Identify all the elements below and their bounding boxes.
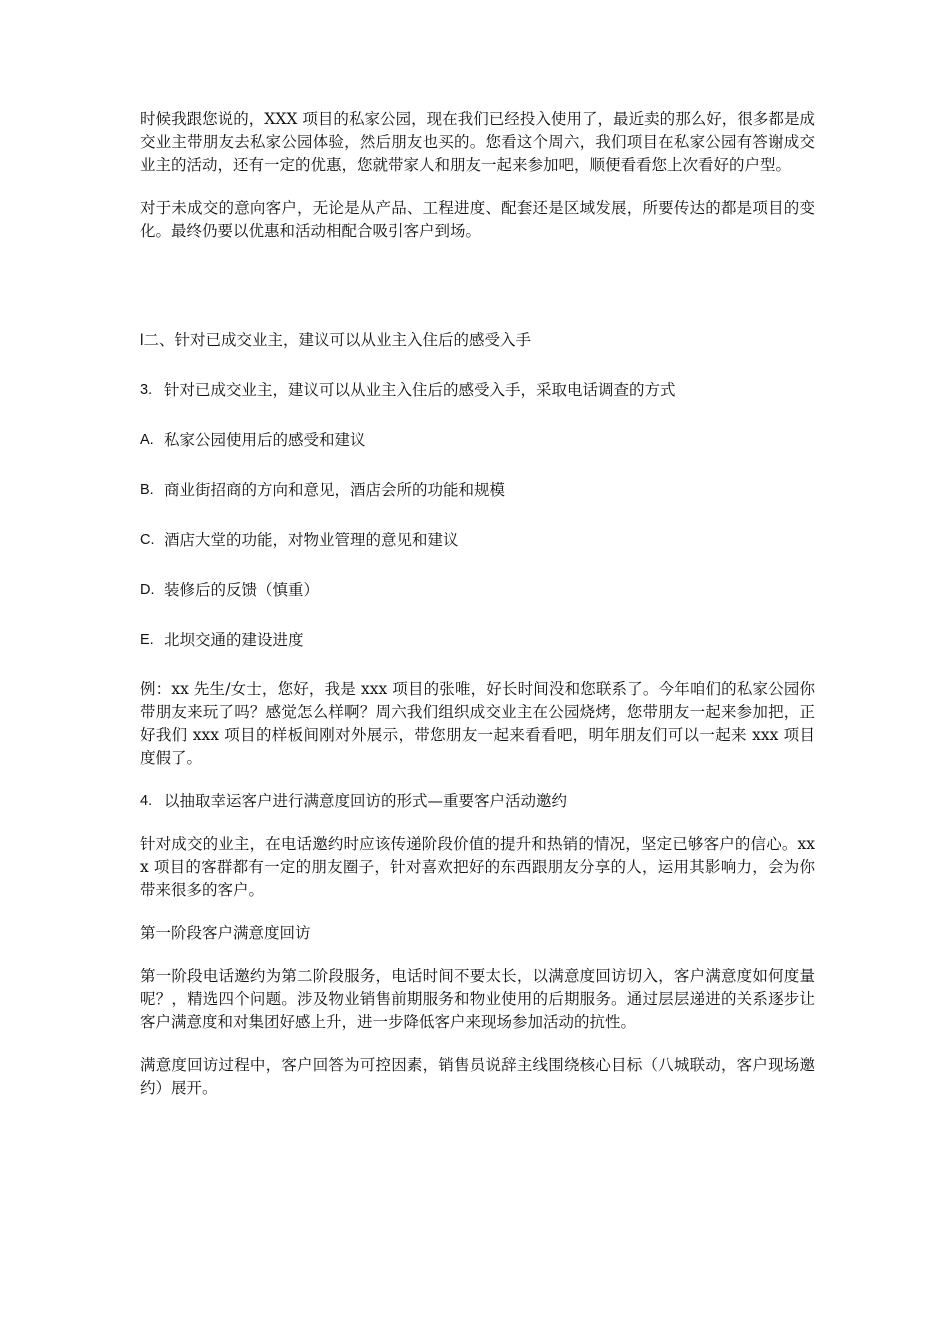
option-text: 私家公园使用后的感受和建议 <box>164 431 366 449</box>
option-text: 商业街招商的方向和意见，酒店会所的功能和规模 <box>164 481 506 499</box>
intro-paragraph: 时候我跟您说的，XXX 项目的私家公园，现在我们已经投入使用了，最近卖的那么好，很多都是成交业主带朋友去私家公园体验，然后朋友也买的。您看这个周六，我们项目在私家公园有答谢成交业主的活动，还有一定的优惠，您就带家人和朋友一起来参加吧，顺便看看您上次看好的户型。 <box>140 110 815 174</box>
section-heading <box>140 329 815 352</box>
list-text: 针对已成交业主，建议可以从业主入住后的感受入手，采取电话调查的方式 <box>164 381 676 399</box>
option-letter: E. <box>140 632 154 648</box>
option-text: 酒店大堂的功能，对物业管理的意见和建议 <box>164 531 459 549</box>
option-b <box>140 479 815 502</box>
list-item-3 <box>140 379 815 402</box>
list-number: 3. <box>140 382 153 398</box>
option-c <box>140 529 815 552</box>
option-letter: B. <box>140 482 154 498</box>
unsold-summary-paragraph: 对于未成交的意向客户，无论是从产品、工程进度、配套还是区域发展，所要传达的都是项目的变化。最终仍要以优惠和活动相配合吸引客户到场。 <box>140 199 815 240</box>
list-text: 以抽取幸运客户进行满意度回访的形式—重要客户活动邀约 <box>164 792 568 810</box>
option-d <box>140 579 815 602</box>
option-text: 北坝交通的建设进度 <box>164 631 304 649</box>
option-e <box>140 629 815 652</box>
closing-paragraph: 针对成交的业主，在电话邀约时应该传递阶段价值的提升和热销的情况，坚定已够客户的信心。xxx 项目的客群都有一定的朋友圈子，针对喜欢把好的东西跟朋友分享的人，运用其影响力，会为你带来很多的客户。 <box>140 835 815 899</box>
option-letter: C. <box>140 532 155 548</box>
closing-paragraph: 满意度回访过程中，客户回答为可控因素，销售员说辞主线围绕核心目标（八城联动，客户现场邀约）展开。 <box>140 1056 815 1097</box>
option-text: 装修后的反馈（慎重） <box>164 581 320 599</box>
example-script-paragraph: 例：xx 先生/女士，您好，我是 xxx 项目的张唯，好长时间没和您联系了。今年咱们的私家公园你带朋友来玩了吗？感觉怎么样啊？周六我们组织成交业主在公园烧烤，您带朋友一起来参加把，正好我们 xxx 项目的样板间刚对外展示，带您朋友一起来看看吧，明年朋友们可以一起来 xxx 项目度假了。 <box>140 680 815 767</box>
closing-paragraph: 第一阶段电话邀约为第二阶段服务，电话时间不要太长，以满意度回访切入，客户满意度如何度量呢？，精选四个问题。涉及物业销售前期服务和物业使用的后期服务。通过层层递进的关系逐步让客户满意度和对集团好感上升，进一步降低客户来现场参加活动的抗性。 <box>140 967 815 1031</box>
subheading-stage-one: 第一阶段客户满意度回访 <box>140 924 311 942</box>
option-letter: A. <box>140 432 154 448</box>
list-item-4 <box>140 790 815 813</box>
heading-marker: l <box>140 332 144 349</box>
document-page <box>140 108 815 1100</box>
option-a <box>140 429 815 452</box>
list-number: 4. <box>140 793 153 809</box>
section-heading-text: 二、针对已成交业主，建议可以从业主入住后的感受入手 <box>143 331 531 349</box>
option-letter: D. <box>140 582 155 598</box>
